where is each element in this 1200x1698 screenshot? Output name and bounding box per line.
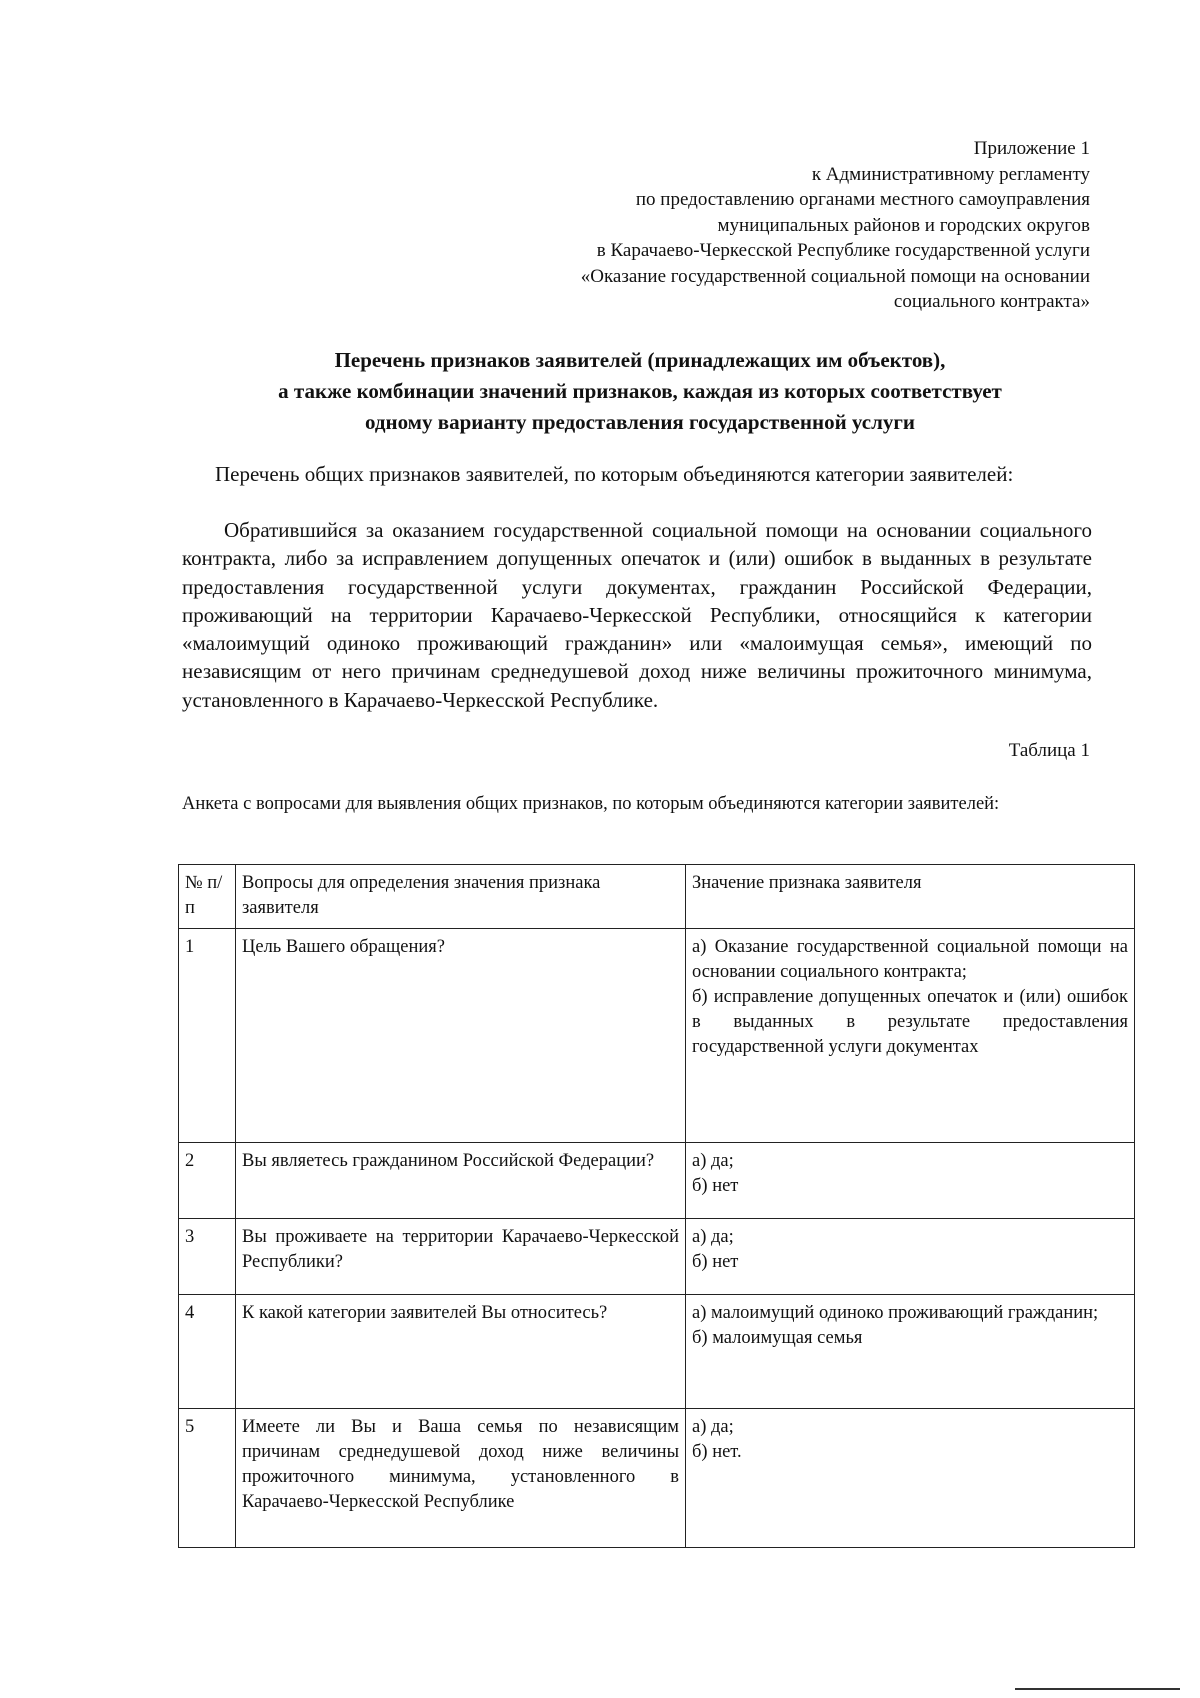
row-number: 4 — [179, 1295, 236, 1409]
row-number: 5 — [179, 1409, 236, 1548]
row-values — [686, 1143, 1135, 1219]
appendix-line: к Административному регламенту — [811, 163, 1090, 185]
table-row — [179, 1409, 1135, 1548]
row-value-option: б) нет — [692, 1252, 739, 1272]
table-row — [179, 1143, 1135, 1219]
table-header-row — [179, 865, 1135, 929]
criteria-table — [178, 864, 1135, 1548]
row-values — [686, 929, 1135, 1143]
row-value-option: а) да; — [692, 1227, 734, 1247]
row-values — [686, 1295, 1135, 1409]
appendix-line: по предоставлению органами местного самоуправления — [635, 189, 1090, 210]
table-row — [179, 1219, 1135, 1295]
table-caption: Таблица 1 — [1008, 740, 1090, 761]
appendix-line: в Карачаево-Черкесской Республике государственной услуги — [596, 240, 1090, 261]
row-value-option: а) Оказание государственной социальной помощи на основании социального контракта; — [692, 937, 1128, 982]
header-number: № п/п — [179, 865, 236, 929]
header-value: Значение признака заявителя — [686, 865, 1135, 929]
row-value-option: а) да; — [692, 1417, 734, 1437]
appendix-header — [450, 136, 1090, 315]
row-question: Вы являетесь гражданином Российской Федерации? — [236, 1143, 686, 1219]
row-values — [686, 1409, 1135, 1548]
table-row — [179, 929, 1135, 1143]
row-value-option: б) малоимущая семья — [692, 1328, 863, 1348]
row-number: 1 — [179, 929, 236, 1143]
appendix-line: социального контракта» — [893, 291, 1090, 312]
row-value-option: а) да; — [692, 1151, 734, 1171]
row-question: Цель Вашего обращения? — [236, 929, 686, 1143]
row-question: К какой категории заявителей Вы относитесь? — [236, 1295, 686, 1409]
row-values — [686, 1219, 1135, 1295]
appendix-line: Приложение 1 — [973, 138, 1090, 159]
paragraph-general-criteria: Перечень общих признаков заявителей, по которым объединяются категории заявителей: — [215, 462, 1014, 486]
row-value-option: б) нет. — [692, 1442, 742, 1462]
paragraph-applicant-description: Обратившийся за оказанием государственной социальной помощи на основании социального контракта, либо за исправлением допущенных опечаток и (или) ошибок в выданных в результате предоставления государственной услуги документах, гражданин Российской Федерации, проживающий на территории Карачаево-Черкесской Республики, относящийся к категории «малоимущий одиноко проживающий гражданин» или «малоимущая семья», имеющий по независящим от него причинам среднедушевой доход ниже величины прожиточного минимума, установленного в Карачаево-Черкесской Республике. — [182, 518, 1092, 712]
header-question: Вопросы для определения значения признака заявителя — [236, 865, 686, 929]
row-question: Имеете ли Вы и Ваша семья по независящим причинам среднедушевой доход ниже величины прожиточного минимума, установленного в Карачаево-Черкесской Республике — [236, 1409, 686, 1548]
row-question: Вы проживаете на территории Карачаево-Черкесской Республики? — [236, 1219, 686, 1295]
document-title — [180, 345, 1100, 438]
appendix-line: муниципальных районов и городских округов — [717, 214, 1090, 236]
title-line: одному варианту предоставления государственной услуги — [364, 410, 916, 434]
title-line: Перечень признаков заявителей (принадлежащих им объектов), — [334, 348, 946, 372]
row-value-option: б) исправление допущенных опечаток и (или) ошибок в выданных в результате предоставления государственной услуги документах — [692, 987, 1128, 1057]
table-row — [179, 1295, 1135, 1409]
row-value-option: б) нет — [692, 1176, 739, 1196]
row-value-option: а) малоимущий одиноко проживающий гражданин; — [692, 1303, 1099, 1323]
appendix-line: «Оказание государственной социальной помощи на основании — [580, 265, 1090, 287]
table-intro: Анкета с вопросами для выявления общих признаков, по которым объединяются категории заявителей: — [182, 794, 1000, 814]
footer-divider — [1015, 1688, 1180, 1690]
title-line: а также комбинации значений признаков, каждая из которых соответствует — [278, 379, 1002, 403]
row-number: 3 — [179, 1219, 236, 1295]
row-number: 2 — [179, 1143, 236, 1219]
